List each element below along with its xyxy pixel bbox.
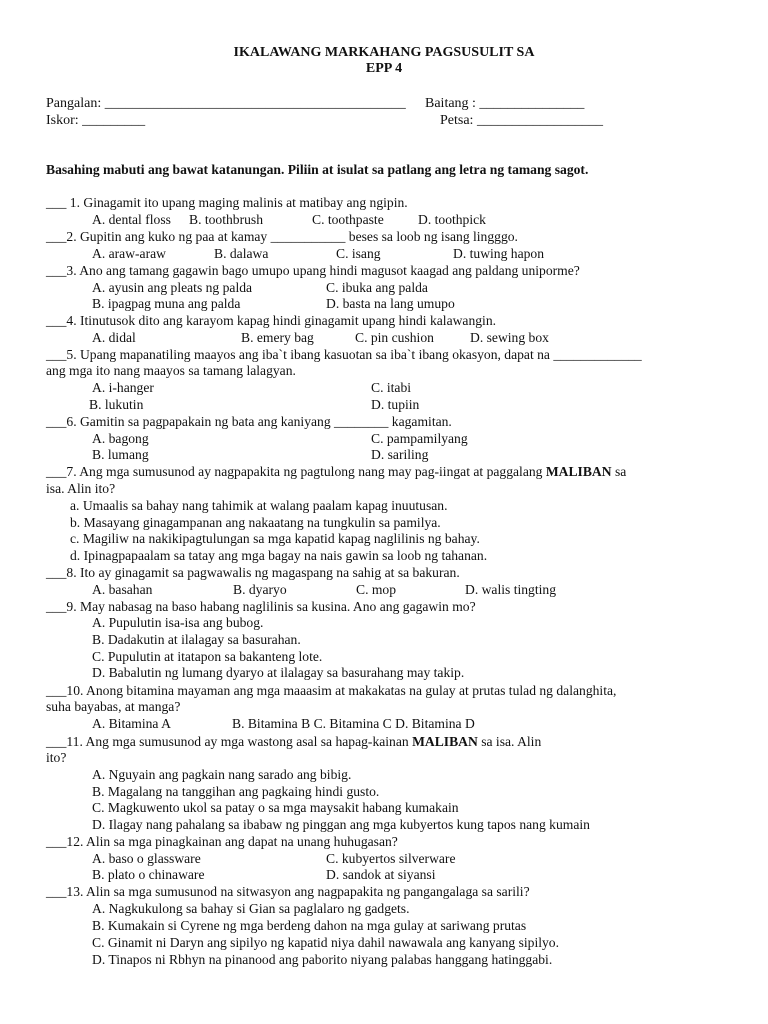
- question-1-option-b: B. toothbrush: [189, 212, 264, 227]
- question-10-stem: ___10. Anong bitamina mayaman ang mga maaasim at makakatas na gulay at prutas tulad ng dalanghita,: [46, 683, 617, 698]
- question-8-option-b: B. dyaryo: [233, 582, 287, 597]
- instructions: Basahing mabuti ang bawat katanungan. Piliin at isulat sa patlang ang letra ng tamang sagot.: [46, 162, 589, 177]
- question-13-stem: ___13. Alin sa mga sumusunod na sitwasyon ang nagpapakita ng pangangalaga sa sarili?: [46, 884, 530, 899]
- question-8-option-d: D. walis tingting: [465, 582, 557, 597]
- question-5-option-a: A. i-hanger: [92, 380, 154, 395]
- question-1-stem: ___ 1. Ginagamit ito upang maging malinis at matibay ang ngipin.: [46, 195, 408, 210]
- question-13-option-a: A. Nagkukulong sa bahay si Gian sa paglalaro ng gadgets.: [92, 901, 410, 916]
- petsa-field: Petsa: __________________: [440, 113, 603, 128]
- question-11-stem-cont: ito?: [46, 750, 67, 765]
- question-7-option-d: d. Ipinagpapaalam sa tatay ang mga bagay na nais gawin sa loob ng tahanan.: [70, 548, 488, 563]
- question-12-option-d: D. sandok at siyansi: [326, 867, 436, 882]
- question-12-stem: ___12. Alin sa mga pinagkainan ang dapat na unang huhugasan?: [46, 834, 398, 849]
- question-13-option-b: B. Kumakain si Cyrene ng mga berdeng dahon na mga gulay at sariwang prutas: [92, 918, 527, 933]
- question-10-stem-cont: suha bayabas, at manga?: [46, 699, 181, 714]
- question-8-option-c: C. mop: [356, 582, 397, 597]
- question-2-stem: ___2. Gupitin ang kuko ng paa at kamay ___________ beses sa loob ng isang lingggo.: [46, 229, 518, 244]
- question-1-option-c: C. toothpaste: [312, 212, 384, 227]
- question-8-option-a: A. basahan: [92, 582, 153, 597]
- question-11-option-a: A. Nguyain ang pagkain nang sarado ang bibig.: [92, 767, 352, 782]
- question-5-option-b: B. lukutin: [89, 397, 144, 412]
- question-5-option-d: D. tupiin: [371, 397, 420, 412]
- question-5-stem-cont: ang mga ito nang maayos sa tamang lalagyan.: [46, 363, 296, 378]
- question-3-option-a: A. ayusin ang pleats ng palda: [92, 280, 253, 295]
- question-9-option-b: B. Dadakutin at ilalagay sa basurahan.: [92, 632, 301, 647]
- question-11-option-b: B. Magalang na tanggihan ang pagkaing hindi gusto.: [92, 784, 380, 799]
- question-7-stem-text: ___7. Ang mga sumusunod ay nagpapakita ng pagtulong nang may pag-iingat at paggalang: [46, 464, 546, 479]
- question-11-stem-end: sa isa. Alin: [477, 734, 542, 749]
- question-4-option-b: B. emery bag: [241, 330, 314, 345]
- question-5-option-c: C. itabi: [371, 380, 412, 395]
- question-13-option-c: C. Ginamit ni Daryn ang sipilyo ng kapatid niya dahil nawawala ang kanyang sipilyo.: [92, 935, 559, 950]
- question-6-option-d: D. sariling: [371, 447, 429, 462]
- question-5-stem: ___5. Upang mapanatiling maayos ang iba`t ibang kasuotan sa iba`t ibang okasyon, dapat na _____________: [46, 347, 642, 362]
- question-9-option-c: C. Pupulutin at itatapon sa bakanteng lote.: [92, 649, 323, 664]
- question-11-stem-text: ___11. Ang mga sumusunod ay mga wastong asal sa hapag-kainan: [46, 734, 413, 749]
- pangalan-field: Pangalan: ___________________________________________: [46, 96, 406, 111]
- question-13-option-d: D. Tinapos ni Rbhyn na pinanood ang paborito niyang palabas hanggang hatinggabi.: [92, 952, 553, 967]
- question-12-option-a: A. baso o glassware: [92, 851, 201, 866]
- exam-title: IKALAWANG MARKAHANG PAGSUSULIT SA: [233, 45, 535, 60]
- question-2-option-b: B. dalawa: [214, 246, 269, 261]
- question-4-stem: ___4. Itinutusok dito ang karayom kapag hindi ginagamit upang hindi kalawangin.: [46, 313, 497, 328]
- question-2-option-a: A. araw-araw: [92, 246, 166, 261]
- question-12-option-c: C. kubyertos silverware: [326, 851, 456, 866]
- question-11-stem: [46, 734, 541, 750]
- question-3-stem: ___3. Ano ang tamang gagawin bago umupo upang hindi magusot kaagad ang paldang uniporme?: [46, 263, 580, 278]
- baitang-field: Baitang : _______________: [425, 96, 585, 111]
- question-2-option-d: D. tuwing hapon: [453, 246, 544, 261]
- question-10-options-bcd: B. Bitamina B C. Bitamina C D. Bitamina D: [232, 716, 475, 731]
- question-6-stem: ___6. Gamitin sa pagpapakain ng bata ang kaniyang ________ kagamitan.: [46, 414, 452, 429]
- question-9-option-a: A. Pupulutin isa-isa ang bubog.: [92, 615, 264, 630]
- question-1-option-a: A. dental floss: [92, 212, 171, 227]
- exam-subject: EPP 4: [365, 61, 403, 76]
- question-3-option-c: C. ibuka ang palda: [326, 280, 428, 295]
- question-11-option-c: C. Magkuwento ukol sa patay o sa mga maysakit habang kumakain: [92, 800, 459, 815]
- question-7-option-b: b. Masayang ginagampanan ang nakaatang na tungkulin sa pamilya.: [70, 515, 441, 530]
- question-6-option-c: C. pampamilyang: [371, 431, 468, 446]
- question-9-stem: ___9. May nabasag na baso habang naglilinis sa kusina. Ano ang gagawin mo?: [46, 599, 476, 614]
- question-12-option-b: B. plato o chinaware: [92, 867, 205, 882]
- question-1-option-d: D. toothpick: [418, 212, 486, 227]
- iskor-field: Iskor: _________: [46, 113, 146, 128]
- question-7-option-a: a. Umaalis sa bahay nang tahimik at walang paalam kapag inuutusan.: [70, 498, 448, 513]
- question-3-option-b: B. ipagpag muna ang palda: [92, 296, 241, 311]
- question-4-option-c: C. pin cushion: [355, 330, 434, 345]
- question-4-option-d: D. sewing box: [470, 330, 549, 345]
- question-4-option-a: A. didal: [92, 330, 136, 345]
- question-3-option-d: D. basta na lang umupo: [326, 296, 455, 311]
- question-7-option-c: c. Magiliw na nakikipagtulungan sa mga kapatid kapag naglilinis ng bahay.: [70, 531, 480, 546]
- question-2-option-c: C. isang: [336, 246, 381, 261]
- question-9-option-d: D. Babalutin ng lumang dyaryo at ilalagay sa basurahang may takip.: [92, 665, 465, 680]
- question-6-option-b: B. lumang: [92, 447, 149, 462]
- question-8-stem: ___8. Ito ay ginagamit sa pagwawalis ng magaspang na sahig at sa bakuran.: [46, 565, 460, 580]
- question-11-emphasis: MALIBAN: [412, 734, 478, 749]
- question-7-stem-cont: isa. Alin ito?: [46, 481, 116, 496]
- question-7-stem-end: sa: [611, 464, 627, 479]
- question-11-option-d: D. Ilagay nang pahalang sa ibabaw ng pinggan ang mga kubyertos kung tapos nang kumain: [92, 817, 590, 832]
- question-7-emphasis: MALIBAN: [545, 464, 612, 479]
- question-6-option-a: A. bagong: [92, 431, 149, 446]
- question-7-stem: [46, 464, 626, 480]
- question-10-option-a: A. Bitamina A: [92, 716, 171, 731]
